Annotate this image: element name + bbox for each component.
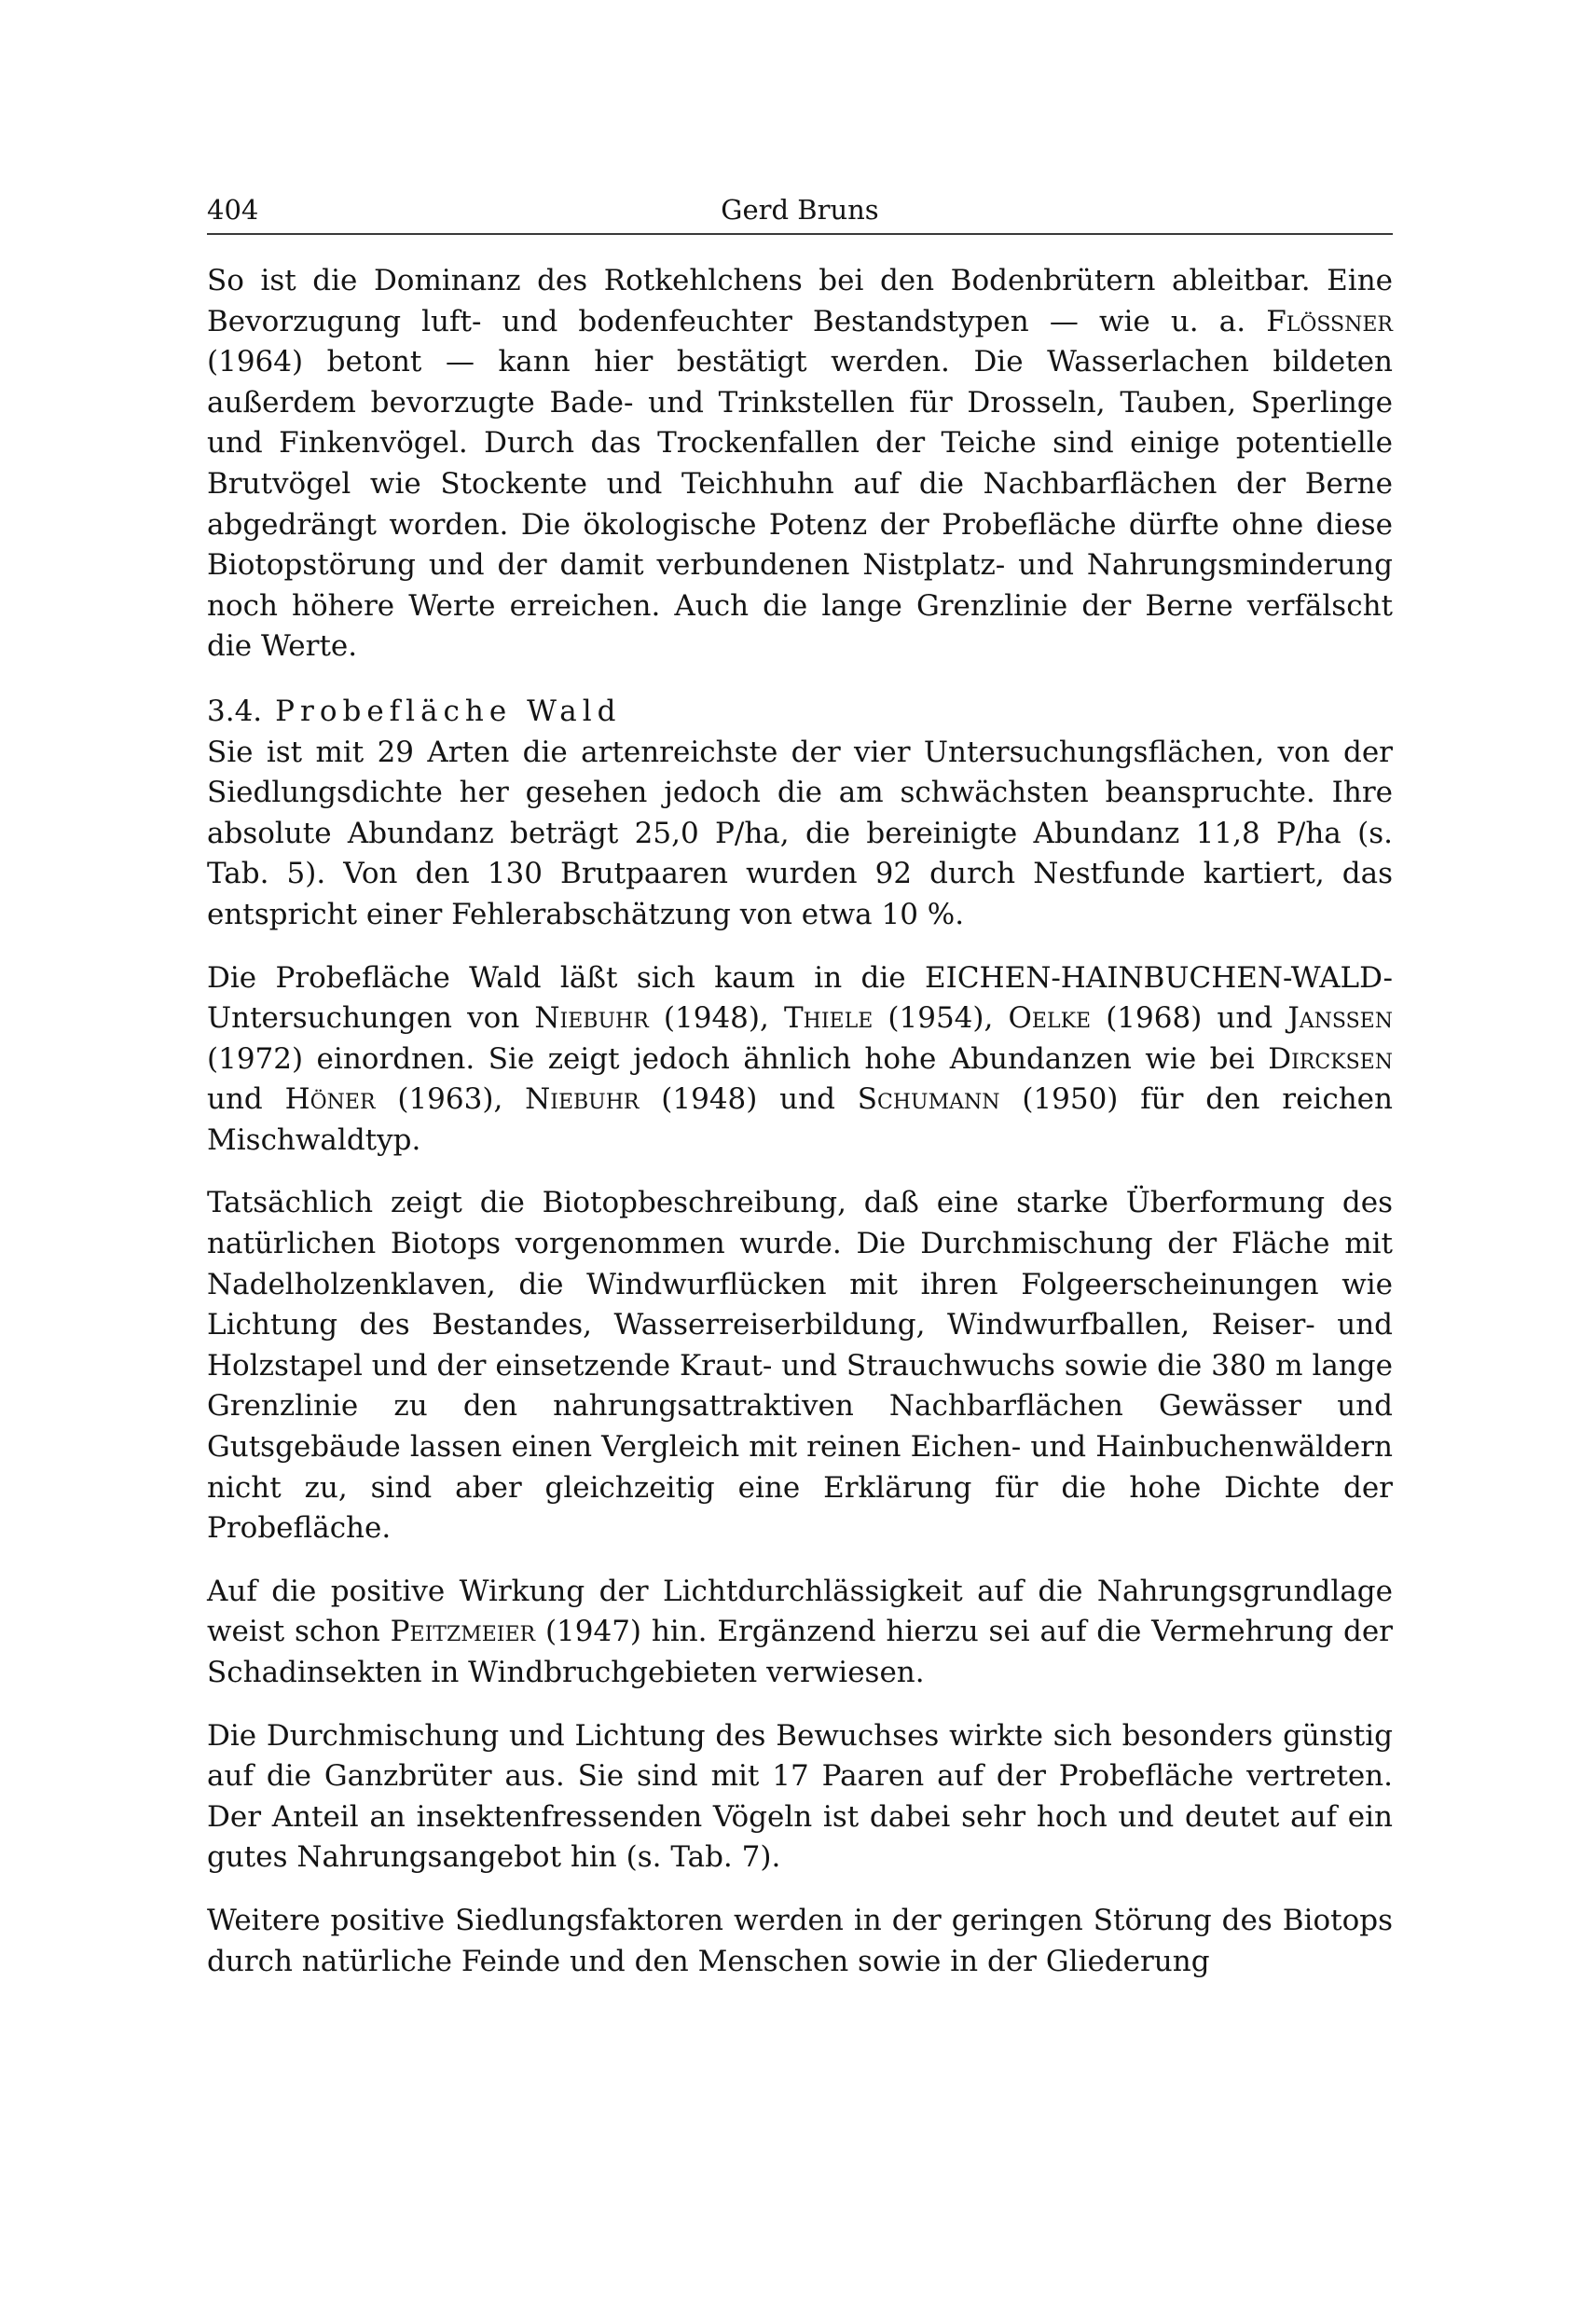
author-name: Dircksen <box>1268 1041 1393 1076</box>
paragraph-5 <box>207 1572 1393 1694</box>
text-run: (1948), <box>648 1001 784 1036</box>
section-number: 3.4. <box>207 694 263 728</box>
text-run: (1963), <box>375 1082 526 1117</box>
author-name: Niebuhr <box>534 1001 649 1036</box>
paragraph-2: Sie ist mit 29 Arten die artenreichste der vier Untersuchungsflächen, von der Siedlungsdichte her gesehen jedoch die am schwächsten beanspruchte. Ihre absolute Abundanz beträgt 25,0 P/ha, die bereinigte Abundanz 11,8 P/ha (s. Tab. 5). Von den 130 Brutpaaren wurden 92 durch Nestfunde kartiert, das entspricht einer Fehlerabschätzung von etwa 10 %. <box>207 735 1393 931</box>
author-name: Höner <box>284 1082 376 1117</box>
text-run: (1968) und <box>1091 1001 1288 1036</box>
section-heading <box>207 692 1393 733</box>
text-run: (1950) für den reichen Mischwaldtyp. <box>207 1082 1393 1157</box>
text-run: Auf die positive Wirkung der Lichtdurchlässigkeit auf die Nahrungsgrundlage weist schon <box>207 1574 1393 1649</box>
running-title: Gerd Bruns <box>721 194 879 226</box>
paragraph-1 <box>207 261 1393 667</box>
text-run: Die Probefläche Wald läßt sich kaum in die EICHEN-HAINBUCHEN-WALD-Untersuchungen von <box>207 960 1393 1036</box>
author-name: Flössner <box>1266 304 1393 338</box>
page <box>207 186 1393 2004</box>
running-head <box>207 186 1393 235</box>
paragraph-3 <box>207 958 1393 1162</box>
section-title: Probefläche Wald <box>275 694 622 728</box>
text-run: (1954), <box>873 1001 1009 1036</box>
paragraph-7: Weitere positive Siedlungsfaktoren werden in der geringen Störung des Biotops durch natürliche Feinde und den Menschen sowie in der Gliederung <box>207 1903 1393 1978</box>
paragraph-6: Die Durchmischung und Lichtung des Bewuchses wirkte sich besonders günstig auf die Ganzbrüter aus. Sie sind mit 17 Paaren auf der Probefläche vertreten. Der Anteil an insektenfressenden Vögeln ist dabei sehr hoch und deutet auf ein gutes Nahrungsangebot hin (s. Tab. 7). <box>207 1718 1393 1875</box>
author-name: Oelke <box>1008 1001 1092 1036</box>
author-name: Thiele <box>783 1001 874 1036</box>
body-text <box>207 261 1393 1982</box>
text-run: So ist die Dominanz des Rotkehlchens bei den Bodenbrütern ableitbar. Eine Bevorzugung luft- und bodenfeuchter Bestandstypen — wie u. a. <box>207 264 1393 338</box>
author-name: Peitzmeier <box>390 1615 536 1649</box>
text-run: (1948) und <box>639 1082 858 1117</box>
author-name: Janssen <box>1287 1001 1393 1036</box>
paragraph-4: Tatsächlich zeigt die Biotopbeschreibung, daß eine starke Überformung des natürlichen Biotops vorgenommen wurde. Die Durchmischung der Fläche mit Nadelholzenklaven, die Windwurflücken mit ihren Folgeerscheinungen wie Lichtung des Bestandes, Wasserreiserbildung, Windwurfballen, Reiser- und Holzstapel und der einsetzende Kraut- und Strauchwuchs sowie die 380 m lange Grenzlinie zu den nahrungsattraktiven Nachbarflächen Gewässer und Gutsgebäude lassen einen Vergleich mit reinen Eichen- und Hainbuchenwäldern nicht zu, sind aber gleichzeitig eine Erklärung für die hohe Dichte der Probefläche. <box>207 1186 1393 1546</box>
page-number: 404 <box>207 194 259 226</box>
text-run: (1972) einordnen. Sie zeigt jedoch ähnlich hohe Abundanzen wie bei <box>207 1041 1269 1076</box>
text-run: (1964) betont — kann hier bestätigt werden. Die Wasserlachen bildeten außerdem bevorzugte Bade- und Trinkstellen für Drosseln, Tauben, Sperlinge und Finkenvögel. Durch das Trockenfallen der Teiche sind einige potentielle Brutvögel wie Stockente und Teichhuhn auf die Nachbarflächen der Berne abgedrängt worden. Die ökologische Potenz der Probefläche dürfte ohne diese Biotopstörung und der damit verbundenen Nistplatz- und Nahrungsminderung noch höhere Werte erreichen. Auch die lange Grenzlinie der Berne verfälscht die Werte. <box>207 345 1393 664</box>
author-name: Niebuhr <box>525 1082 640 1117</box>
author-name: Schumann <box>857 1082 1000 1117</box>
text-run: (1947) hin. Ergänzend hierzu sei auf die Vermehrung der Schadinsekten in Windbruchgebieten verwiesen. <box>207 1615 1393 1689</box>
text-run: und <box>207 1082 285 1117</box>
